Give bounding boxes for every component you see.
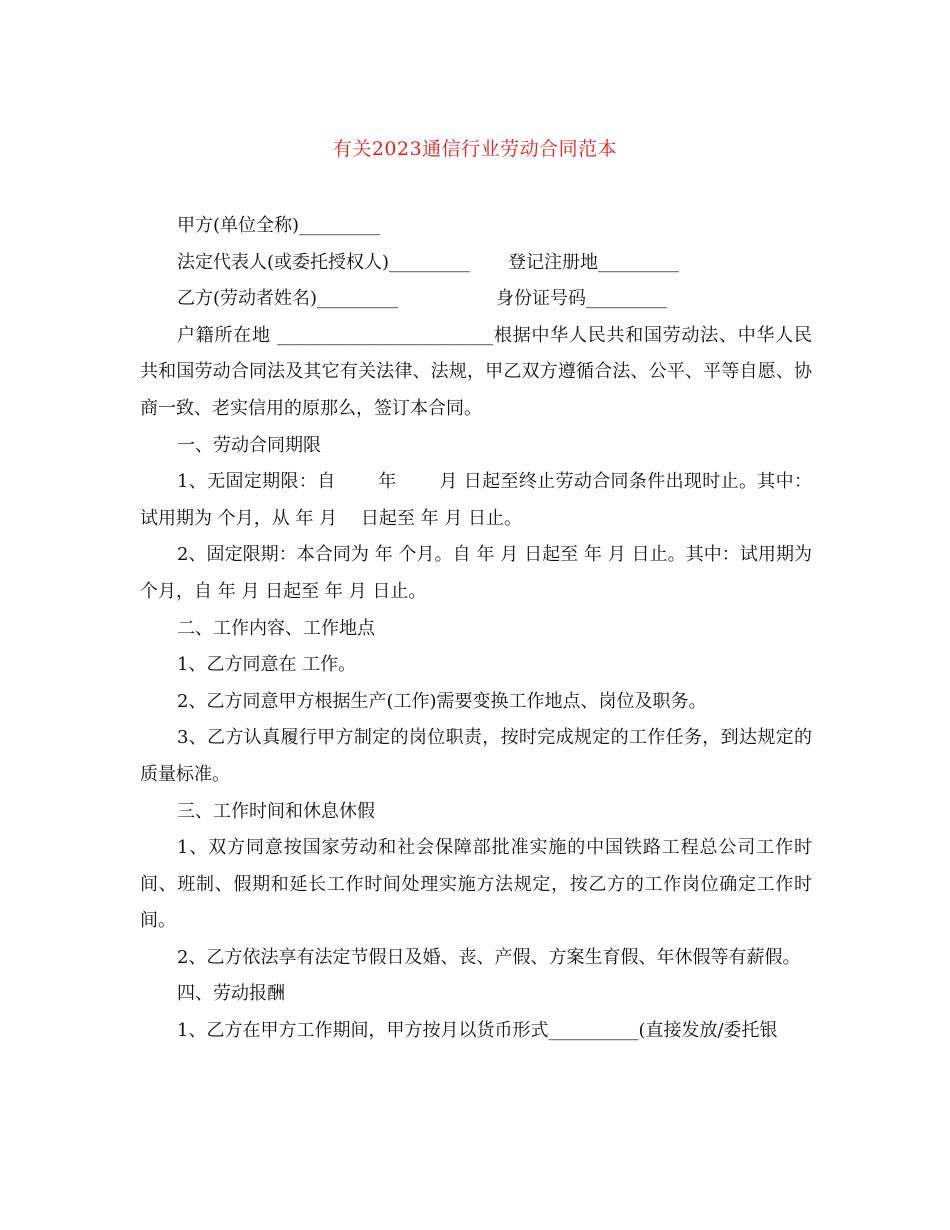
party-a-field: 甲方(单位全称)_________ (177, 215, 381, 236)
legal-rep-line (140, 245, 812, 282)
document-title: 有关2023通信行业劳动合同范本 (332, 138, 618, 160)
section-3-heading: 三、工作时间和休息休假 (177, 800, 375, 822)
section-2-paragraph-1: 1、乙方同意在 工作。 (177, 654, 357, 676)
party-a-line (140, 208, 812, 245)
section-1-paragraph-1: 1、无固定期限：自 年 月 日起至终止劳动合同条件出现时止。其中：试用期为 个月，从 年 月 日起至 年 月 日止。 (140, 471, 812, 529)
legal-rep-field: 法定代表人(或委托授权人)_________ (177, 251, 471, 273)
section-1-heading: 一、劳动合同期限 (177, 434, 321, 456)
section-2-paragraph-3: 3、乙方认真履行甲方制定的岗位职责，按时完成规定的工作任务，到达规定的质量标准。 (140, 727, 812, 785)
section-4-heading: 四、劳动报酬 (177, 983, 285, 1005)
party-b-line (140, 281, 812, 318)
section-1-paragraph-2: 2、固定限期：本合同为 年 个月。自 年 月 日起至 年 月 日止。其中：试用期为 个月，自 年 月 日起至 年 月 日止。 (140, 544, 812, 602)
id-number-field: 身份证号码_________ (496, 288, 668, 310)
section-3-paragraph-2: 2、乙方依法享有法定节假日及婚、丧、产假、方案生育假、年休假等有薪假。 (177, 946, 801, 968)
section-4-paragraph-1: 1、乙方在甲方工作期间，甲方按月以货币形式__________(直接发放/委托银 (177, 1020, 778, 1042)
party-b-field: 乙方(劳动者姓名)_________ (177, 288, 399, 310)
document-body (140, 208, 812, 1050)
section-2-paragraph-2: 2、乙方同意甲方根据生产(工作)需要变换工作地点、岗位及职务。 (177, 690, 707, 712)
intro-paragraph: 户籍所在地 ________________________根据中华人民共和国劳动法、中华人民共和国劳动合同法及其它有关法律、法规，甲乙双方遵循合法、公平、平等自愿、协商一致、老实信用的原那么，签订本合同。 (140, 324, 812, 419)
reg-address-field: 登记注册地_________ (508, 251, 680, 273)
section-3-paragraph-1: 1、双方同意按国家劳动和社会保障部批准实施的中国铁路工程总公司工作时间、班制、假期和延长工作时间处理实施方法规定，按乙方的工作岗位确定工作时间。 (140, 837, 812, 932)
section-2-heading: 二、工作内容、工作地点 (177, 617, 375, 639)
